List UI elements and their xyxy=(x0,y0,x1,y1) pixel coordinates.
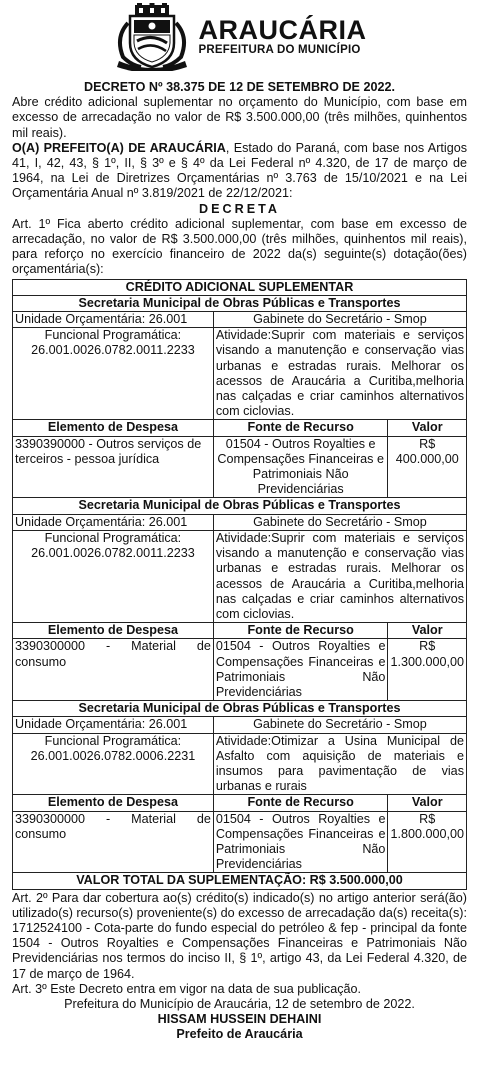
unidade-cell: Unidade Orçamentária: 26.001 xyxy=(13,514,214,530)
article-2: Art. 2º Para dar cobertura ao(s) crédito(s) indicado(s) no artigo anterior será(ão) utilizado(s) recurso(s) proveniente(s) do excesso de arrecadação da(s) receita(s): 1712524100 - Cota-parte do fundo especial do petróleo & fep - principal da fonte 1504 - Outros Royalties e Compensações Financeiras e Patrimoniais Não Previdenciárias nos termos do inciso II, § 1º, artigo 43, da Lei Federal 4.320, de 17 de março de 1964. xyxy=(12,890,467,981)
valor-amount: 400.000,00 xyxy=(395,451,459,466)
brand-name: ARAUCÁRIA xyxy=(198,15,367,45)
secretaria-row: Secretaria Municipal de Obras Públicas e Transportes xyxy=(13,701,467,717)
decree-ementa: Abre crédito adicional suplementar no orçamento do Município, com base em excesso de arrecadação no valor de R$ 3.500.000,00 (três milhões, quinhentos mil reais). xyxy=(12,95,467,140)
col-valor: Valor xyxy=(388,420,467,436)
article-1: Art. 1º Fica aberto crédito adicional suplementar, com base em excesso de arrecadação, no valor de R$ 3.500.000,00 (três milhões, quinhentos mil reais), para reforço no exercício financeiro de 2022 da(s) seguinte(s) dotação(ões) orçamentária(s): xyxy=(12,216,467,277)
secretaria-row: Secretaria Municipal de Obras Públicas e Transportes xyxy=(13,295,467,311)
col-fonte: Fonte de Recurso xyxy=(213,420,388,436)
atividade-cell: Atividade:Suprir com materiais e serviços visando a manutenção e conservação vias urbanas e estradas rurais. Melhorar os acessos de Araucária a Curitiba,melhoria nas calçadas e criar caminhos alternativos com ciclovias. xyxy=(213,530,466,622)
gabinete-cell: Gabinete do Secretário - Smop xyxy=(213,514,466,530)
col-valor: Valor xyxy=(388,623,467,639)
funcional-cell xyxy=(13,733,214,795)
elemento-cell: 3390390000 - Outros serviços de terceiros - pessoa jurídica xyxy=(13,436,214,498)
valor-currency: R$ xyxy=(419,436,436,451)
decree-preamble xyxy=(12,141,467,202)
table-row xyxy=(13,436,467,498)
table-row xyxy=(13,639,467,701)
gabinete-cell: Gabinete do Secretário - Smop xyxy=(213,312,466,328)
valor-currency: R$ xyxy=(419,639,436,654)
funcional-code: 26.001.0026.0782.0011.2233 xyxy=(31,546,195,561)
col-fonte: Fonte de Recurso xyxy=(213,623,388,639)
place-date: Prefeitura do Município de Araucária, 12 de setembro de 2022. xyxy=(64,996,415,1011)
funcional-cell xyxy=(13,328,214,420)
funcional-code: 26.001.0026.0782.0006.2231 xyxy=(30,748,196,763)
preamble-authority: O(A) PREFEITO(A) DE ARAUCÁRIA xyxy=(12,140,226,155)
col-elemento: Elemento de Despesa xyxy=(13,795,214,811)
funcional-label: Funcional Programática: xyxy=(44,733,182,748)
valor-cell xyxy=(388,639,467,701)
unidade-cell: Unidade Orçamentária: 26.001 xyxy=(13,717,214,733)
secretaria-row: Secretaria Municipal de Obras Públicas e Transportes xyxy=(13,498,467,514)
header xyxy=(12,0,467,74)
col-fonte: Fonte de Recurso xyxy=(213,795,388,811)
atividade-cell: Atividade:Otimizar a Usina Municipal de Asfalto com aquisição de materiais e insumos para pavimentação de vias urbanas e rurais xyxy=(213,733,466,795)
budget-table xyxy=(12,279,467,890)
fonte-cell: 01504 - Outros Royalties e Compensações Financeiras e Patrimoniais Não Previdenciárias xyxy=(213,436,388,498)
unidade-cell: Unidade Orçamentária: 26.001 xyxy=(13,312,214,328)
valor-currency: R$ xyxy=(419,811,436,826)
valor-cell xyxy=(388,811,467,873)
fonte-cell: 01504 - Outros Royalties e Compensações Financeiras e Patrimoniais Não Previdenciárias xyxy=(213,639,388,701)
col-elemento: Elemento de Despesa xyxy=(13,623,214,639)
table-row xyxy=(13,811,467,873)
table-heading: CRÉDITO ADICIONAL SUPLEMENTAR xyxy=(13,279,467,295)
fonte-cell: 01504 - Outros Royalties e Compensações Financeiras e Patrimoniais Não Previdenciárias xyxy=(213,811,388,873)
brand-block xyxy=(199,17,367,57)
brand-subtitle: PREFEITURA DO MUNICÍPIO xyxy=(198,44,361,56)
valor-amount: 1.800.000,00 xyxy=(390,826,464,841)
decree-title: DECRETO Nº 38.375 DE 12 DE SETEMBRO DE 2022. xyxy=(84,80,395,94)
decreta-heading: DECRETA xyxy=(199,201,280,216)
elemento-cell: 3390300000 - Material de consumo xyxy=(13,811,214,873)
city-coat-of-arms-logo xyxy=(113,3,191,71)
valor-cell xyxy=(388,436,467,498)
total-row: VALOR TOTAL DA SUPLEMENTAÇÃO: R$ 3.500.000,00 xyxy=(13,873,467,889)
col-elemento: Elemento de Despesa xyxy=(13,420,214,436)
funcional-cell xyxy=(13,530,214,622)
gabinete-cell: Gabinete do Secretário - Smop xyxy=(213,717,466,733)
col-valor: Valor xyxy=(388,795,467,811)
article-3: Art. 3º Este Decreto entra em vigor na data de sua publicação. xyxy=(12,981,362,996)
funcional-label: Funcional Programática: xyxy=(44,530,182,545)
funcional-label: Funcional Programática: xyxy=(44,328,182,343)
elemento-cell: 3390300000 - Material de consumo xyxy=(13,639,214,701)
funcional-code: 26.001.0026.0782.0011.2233 xyxy=(31,343,195,358)
preamble-text: , Estado do Paraná, com base nos Artigos 41, I, 42, 43, § 1º, II, § 3º e § 4º da Lei Federal nº 4.320, de 17 de março de 1964, na Lei de Diretrizes Orçamentárias nº 3.763 de 15/10/2021 e na Lei Orçamentária Anual nº 3.819/2021 de 22/12/2021: xyxy=(12,140,467,201)
signer-role: Prefeito de Araucária xyxy=(176,1027,303,1042)
atividade-cell: Atividade:Suprir com materiais e serviços visando a manutenção e conservação vias urbanas e estradas rurais. Melhorar os acessos de Araucária a Curitiba,melhoria nas calçadas e criar caminhos alternativos com ciclovias. xyxy=(213,328,466,420)
valor-amount: 1.300.000,00 xyxy=(390,654,464,669)
signer-name: HISSAM HUSSEIN DEHAINI xyxy=(157,1012,322,1027)
